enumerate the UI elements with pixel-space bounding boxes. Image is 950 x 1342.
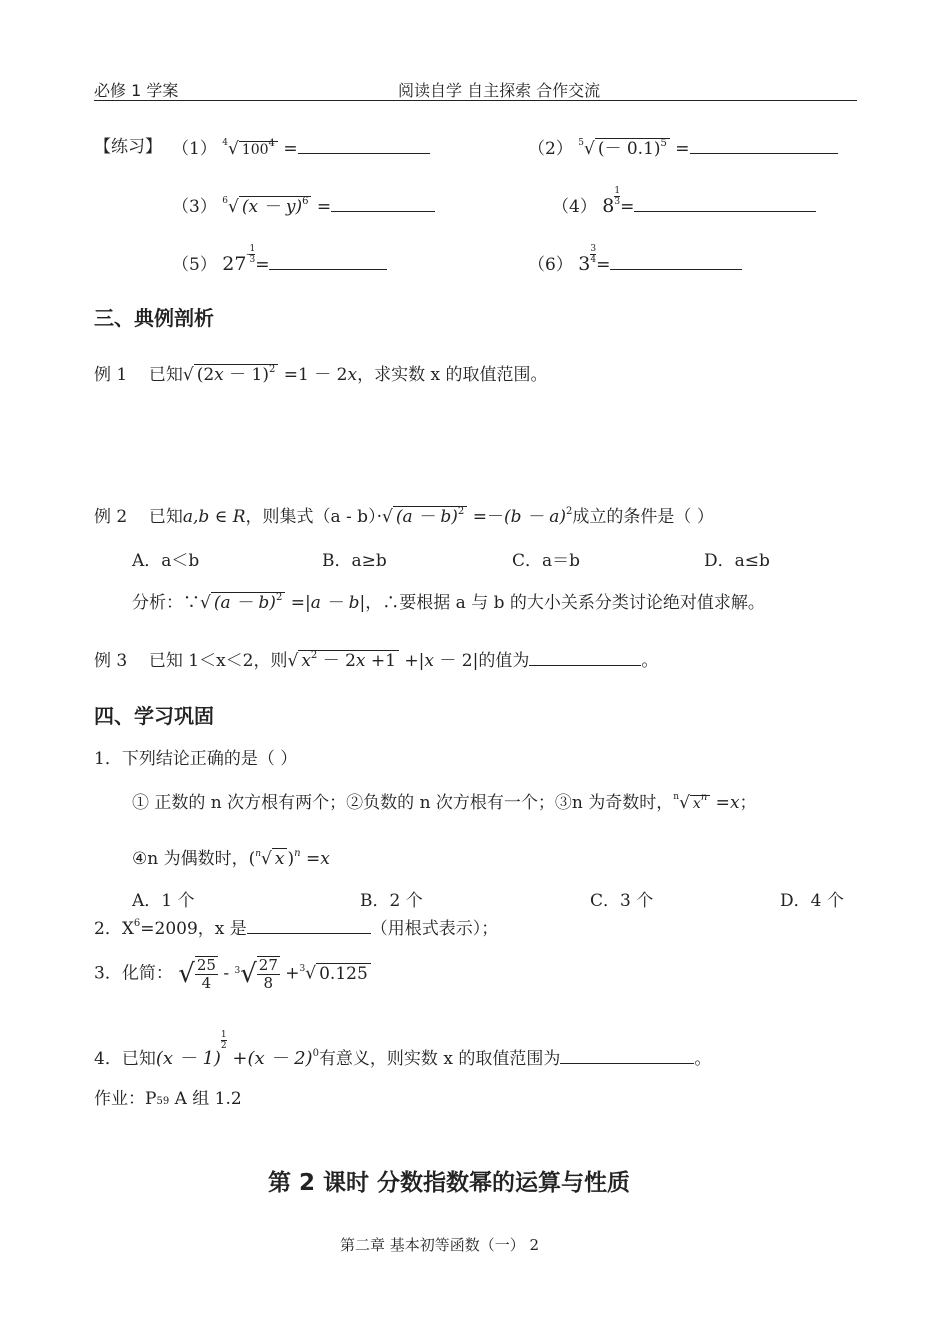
q1-option-c: C．3 个 — [590, 891, 654, 911]
example-3: 例 3 已知 1＜x＜2，则√ $x^2 - 2x +1 +|x - 2|$的值为 。 — [94, 650, 659, 671]
analysis-text: ，∴要根据 a 与 b 的大小关系分类讨论绝对值求解。 — [365, 593, 765, 613]
practice-num: （6） — [528, 255, 573, 275]
example-1 — [94, 360, 547, 385]
option-a: A．a＜b — [132, 551, 200, 571]
example-text: 成立的条件是（ ） — [572, 507, 714, 527]
sqrt-expression: √ $(2x - 1)^2 =1 - 2x$ — [182, 364, 358, 385]
practice-num: （1） — [172, 139, 217, 159]
question-text: ① 正数的 n 次方根有两个；②负数的 n 次方根有一个；③n 为奇数时， — [132, 793, 674, 813]
practice-num: （2） — [528, 139, 573, 159]
practice-item-1: （1） $^4$√ $100^4$ = — [172, 134, 430, 159]
example-2: 例 2 已知a,b ∈ R，则集式（a - b）·√ $(a - b)^2 =-(b - a)^2$成立的条件是（ ） — [94, 506, 714, 527]
question-1-stem: 1．下列结论正确的是（ ） — [94, 749, 298, 769]
practice-item-6: （6） 3 $\frac{3}{4}$ = — [528, 250, 742, 275]
section-title-examples: 三、典例剖析 — [94, 306, 214, 330]
lesson-title: 第 2 课时 分数指数幂的运算与性质 — [268, 1170, 631, 1196]
question-2: 2．$X^6=2009$，x 是 （用根式表示）； — [94, 918, 499, 939]
example-text: 的值为 — [478, 651, 530, 671]
practice-item-4: （4） 8 $\frac{1}{3}$ = — [552, 192, 816, 217]
header-rule — [94, 100, 857, 101]
question-4: 4．已知(x － 1) $\frac{1}{2}$ $+(x - 2)^0$有意义，则实数 x 的取值范围为 。 — [94, 1030, 712, 1069]
question-3: 3．化简： √ $\frac{25}{4}$ - $^3$√ $\frac{27}{8}$ +$^3$√ 0.125 — [94, 956, 371, 992]
question-1-line-2: ④n 为偶数时，($^n$√ x )$^n$ =x — [132, 848, 330, 869]
example-text: 已知 1＜x＜2，则 — [148, 651, 288, 671]
header-center: 阅读自学 自主探索 合作交流 — [398, 81, 601, 100]
homework: 作业：P59 A 组 1.2 — [94, 1089, 242, 1109]
option-d: D．a≤b — [704, 551, 770, 571]
option-b: B．a≥b — [322, 551, 387, 571]
example-label: 例 1 — [94, 365, 128, 385]
practice-item-3: （3） $^6$√ $(x - y)^6$ = — [172, 192, 435, 217]
question-text: ④n 为偶数时， — [132, 849, 249, 869]
practice-label: 【练习】 — [94, 137, 162, 157]
example-label: 例 2 — [94, 507, 128, 527]
q1-option-d: D．4 个 — [780, 891, 844, 911]
practice-item-2: （2） $^5$√ (－ 0.1)$^5$ = — [528, 134, 838, 159]
question-text: 有意义，则实数 x 的取值范围为 — [318, 1049, 561, 1069]
question-text: 3．化简： — [94, 963, 173, 984]
section-title-practice: 四、学习巩固 — [94, 704, 214, 728]
example-text: ，求实数 x 的取值范围。 — [357, 365, 548, 385]
header-left: 必修 1 学案 — [94, 81, 179, 100]
example-2-analysis: 分析：∵√ $(a - b)^2 =|a - b|$，∴要根据 a 与 b 的大小关系分类讨论绝对值求解。 — [132, 592, 765, 613]
page-footer: 第二章 基本初等函数（一） 2 — [340, 1236, 540, 1254]
q1-option-a: A．1 个 — [132, 891, 195, 911]
practice-num: （4） — [552, 197, 597, 217]
analysis-text: 分析：∵ — [132, 593, 200, 613]
option-c: C．a＝b — [512, 551, 581, 571]
question-text: 4．已知 — [94, 1049, 156, 1069]
question-1-line-1: ① 正数的 n 次方根有两个；②负数的 n 次方根有一个；③n 为奇数时，$^n$√ $x^n =x$； — [132, 792, 757, 813]
example-text: 已知 — [148, 507, 183, 527]
practice-num: （3） — [172, 197, 217, 217]
practice-num: （5） — [172, 255, 217, 275]
example-text: 已知 — [148, 365, 183, 385]
q1-option-b: B．2 个 — [360, 891, 423, 911]
example-text: ，则集式（a - b）· — [245, 507, 382, 527]
example-label: 例 3 — [94, 651, 128, 671]
practice-item-5: （5） 27- $\frac{1}{3}$ = — [172, 250, 387, 275]
